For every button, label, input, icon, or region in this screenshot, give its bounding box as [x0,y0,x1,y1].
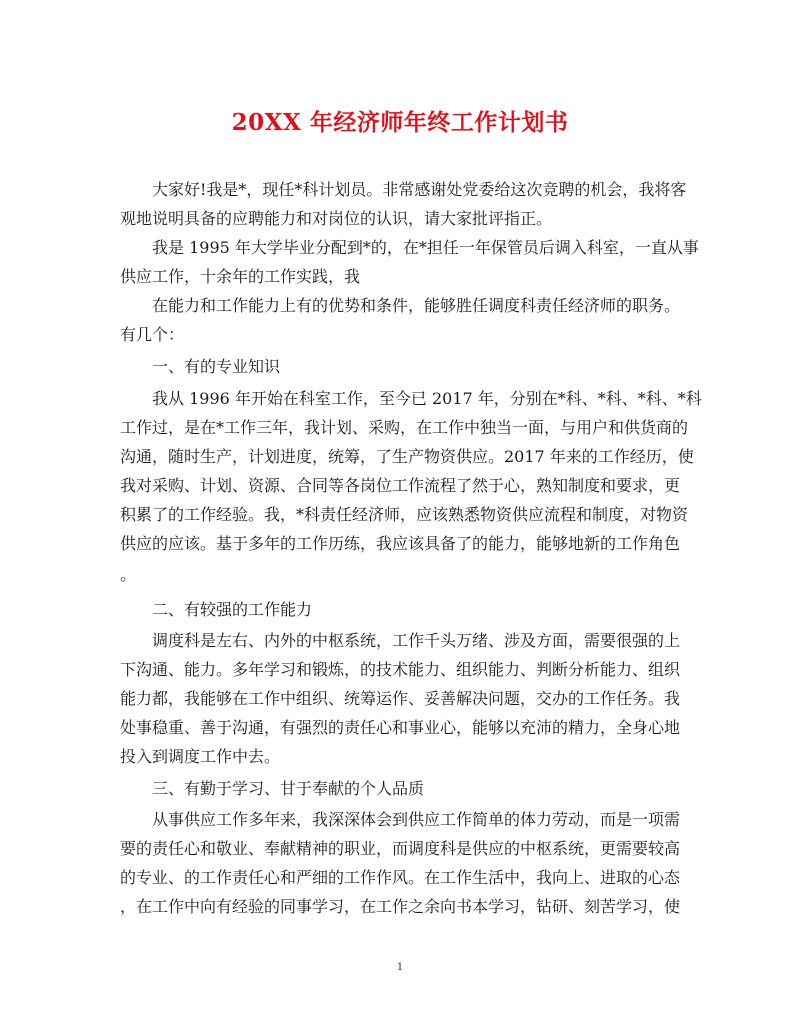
paragraph-line: 大家好!我是*，现任*科计划员。非常感谢处党委给这次竞聘的机会，我将客 [152,180,687,199]
paragraph-line: 下沟通、能力。多年学习和锻炼，的技术能力、组织能力、判断分析能力、组织 [120,660,681,679]
paragraph-line: 我对采购、计划、资源、合同等各岗位工作流程了然于心，熟知制度和要求，更 [120,476,681,495]
section-heading: 三、有勤于学习、甘于奉献的个人品质 [152,779,425,798]
paragraph-line: 在能力和工作能力上有的优势和条件，能够胜任调度科责任经济师的职务。 [152,296,681,315]
paragraph-line: 沟通，随时生产，计划进度，统筹，了生产物资供应。2017 年来的工作经历，使 [120,447,694,466]
paragraph-line: 积累了的工作经验。我，*科责任经济师，应该熟悉物资供应流程和制度，对物资 [120,505,689,524]
paragraph-line: 供应的应该。基于多年的工作历练，我应该具备了的能力，能够地新的工作角色 [120,534,681,553]
section-heading: 二、有较强的工作能力 [152,600,313,619]
paragraph-line: 从事供应工作多年来，我深深体会到供应工作简单的体力劳动，而是一项需 [152,810,681,829]
paragraph-line: 我从 1996 年开始在科室工作，至今已 2017 年，分别在*科、*科、*科、*科 [152,389,702,408]
document-title: 20XX 年经济师年终工作计划书 [231,109,569,136]
paragraph-line: 要的责任心和敬业、奉献精神的职业，而调度科是供应的中枢系统，更需要较高 [120,839,681,858]
paragraph-line: ，在工作中向有经验的同事学习，在工作之余向书本学习，钻研、刻苦学习，使 [120,897,681,916]
paragraph-line: 观地说明具备的应聘能力和对岗位的认识，请大家批评指正。 [120,209,553,228]
paragraph-line: 调度科是左右、内外的中枢系统，工作千头万绪、涉及方面，需要很强的上 [152,631,681,650]
paragraph-line: 供应工作，十余年的工作实践，我 [120,267,361,286]
paragraph-line: 有几个： [120,325,185,344]
paragraph-line: 我是 1995 年大学毕业分配到*的，在*担任一年保管员后调入科室，一直从事 [152,238,699,257]
paragraph-line: 处事稳重、善于沟通，有强烈的责任心和事业心，能够以充沛的精力，全身心地 [120,718,681,737]
paragraph-line: 工作过，是在*工作三年，我计划、采购，在工作中独当一面，与用户和供货商的 [120,418,689,437]
page-number: 1 [396,962,404,973]
paragraph-line: 能力都，我能够在工作中组织、统筹运作、妥善解决问题，交办的工作任务。我 [120,689,681,708]
paragraph-line: 的专业、的工作责任心和严细的工作作风。在工作生活中，我向上、进取的心态 [120,868,681,887]
section-heading: 一、有的专业知识 [152,357,281,376]
paragraph-line: 。 [120,565,137,584]
paragraph-line: 投入到调度工作中去。 [120,747,281,766]
